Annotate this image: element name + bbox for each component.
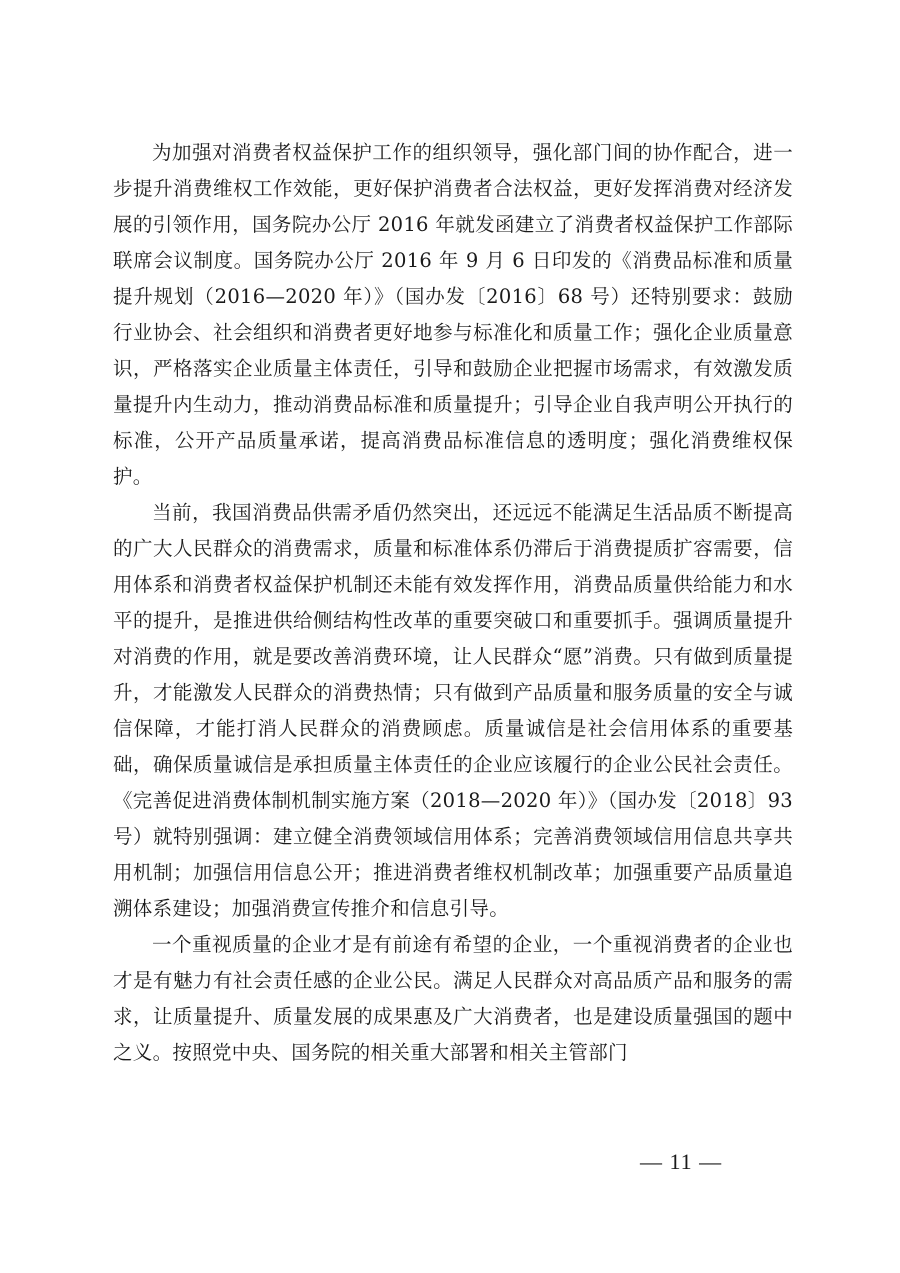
body-text: [113, 135, 793, 1071]
paragraph-3: 一个重视质量的企业才是有前途有希望的企业，一个重视消费者的企业也才是有魅力有社会责任感的企业公民。满足人民群众对高品质产品和服务的需求，让质量提升、质量发展的成果惠及广大消费者，也是建设质量强国的题中之义。按照党中央、国务院的相关重大部署和相关主管部门: [113, 933, 793, 1064]
paragraph-2: 当前，我国消费品供需矛盾仍然突出，还远远不能满足生活品质不断提高的广大人民群众的消费需求，质量和标准体系仍滞后于消费提质扩容需要，信用体系和消费者权益保护机制还未能有效发挥作用，消费品质量供给能力和水平的提升，是推进供给侧结构性改革的重要突破口和重要抓手。强调质量提升对消费的作用，就是要改善消费环境，让人民群众“愿”消费。只有做到质量提升，才能激发人民群众的消费热情；只有做到产品质量和服务质量的安全与诚信保障，才能打消人民群众的消费顾虑。质量诚信是社会信用体系的重要基础，确保质量诚信是承担质量主体责任的企业应该履行的企业公民社会责任。《完善促进消费体制机制实施方案（2018—2020 年）》（国办发〔2018〕93 号）就特别强调：建立健全消费领域信用体系；完善消费领域信用信息共享共用机制；加强信用信息公开；推进消费者维权机制改革；加强重要产品质量追溯体系建设；加强消费宣传推介和信息引导。: [113, 501, 793, 920]
page-number: — 11 —: [640, 1149, 723, 1174]
paragraph-1: 为加强对消费者权益保护工作的组织领导，强化部门间的协作配合，进一步提升消费维权工作效能，更好保护消费者合法权益，更好发挥消费对经济发展的引领作用，国务院办公厅 2016 年就发函建立了消费者权益保护工作部际联席会议制度。国务院办公厅 2016 年 9 月 6 日印发的《消费品标准和质量提升规划（2016—2020 年）》（国办发〔2016〕68 号）还特别要求：鼓励行业协会、社会组织和消费者更好地参与标准化和质量工作；强化企业质量意识，严格落实企业质量主体责任，引导和鼓励企业把握市场需求，有效激发质量提升内生动力，推动消费品标准和质量提升；引导企业自我声明公开执行的标准，公开产品质量承诺，提高消费品标准信息的透明度；强化消费维权保护。: [113, 141, 793, 488]
